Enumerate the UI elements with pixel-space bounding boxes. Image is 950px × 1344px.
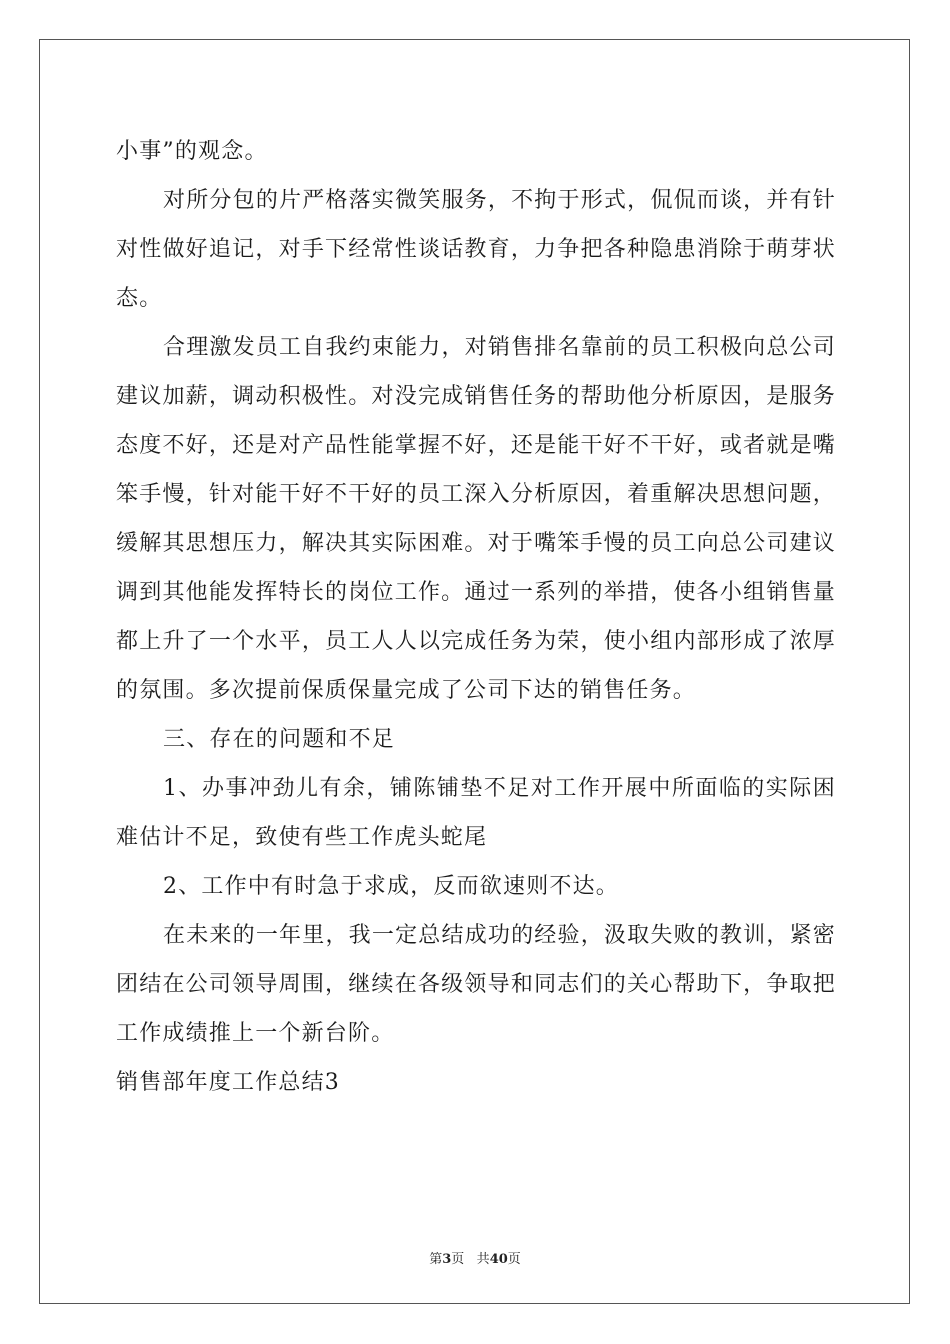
paragraph-problem-1: 1、办事冲劲儿有余，铺陈铺垫不足对工作开展中所面临的实际困难估计不足，致使有些工作虎头蛇尾 xyxy=(116,776,836,850)
section-heading-problems: 三、存在的问题和不足 xyxy=(163,727,396,752)
paragraph-problem-2: 2、工作中有时急于求成，反而欲速则不达。 xyxy=(163,874,619,899)
paragraph-motivation: 合理激发员工自我约束能力，对销售排名靠前的员工积极向总公司建议加薪，调动积极性。对没完成销售任务的帮助他分析原因，是服务态度不好，还是对产品性能掌握不好，还是能干好不干好，或者就是嘴笨手慢，针对能干好不干好的员工深入分析原因，着重解决思想问题，缓解其思想压力，解决其实际困难。对于嘴笨手慢的员工向总公司建议调到其他能发挥特长的岗位工作。通过一系列的举措，使各小组销售量都上升了一个水平，员工人人以完成任务为荣，使小组内部形成了浓厚的氛围。多次提前保质保量完成了公司下达的销售任务。 xyxy=(116,335,836,703)
total-pages: 40 xyxy=(489,1252,508,1267)
page-suffix: 页 xyxy=(451,1252,465,1267)
paragraph-continuation: 小事”的观念。 xyxy=(116,139,268,164)
document-title-3: 销售部年度工作总结3 xyxy=(116,1070,340,1095)
paragraph-service: 对所分包的片严格落实微笑服务，不拘于形式，侃侃而谈，并有针对性做好追记，对手下经常性谈话教育，力争把各种隐患消除于萌芽状态。 xyxy=(116,188,836,311)
page-footer xyxy=(0,1248,950,1267)
total-suffix: 页 xyxy=(507,1252,521,1267)
total-prefix: 共 xyxy=(476,1252,490,1267)
page-prefix: 第 xyxy=(429,1252,443,1267)
document-body xyxy=(116,127,836,1107)
page-number: 3 xyxy=(442,1252,452,1267)
paragraph-future: 在未来的一年里，我一定总结成功的经验，汲取失败的教训，紧密团结在公司领导周围，继续在各级领导和同志们的关心帮助下，争取把工作成绩推上一个新台阶。 xyxy=(116,923,836,1046)
